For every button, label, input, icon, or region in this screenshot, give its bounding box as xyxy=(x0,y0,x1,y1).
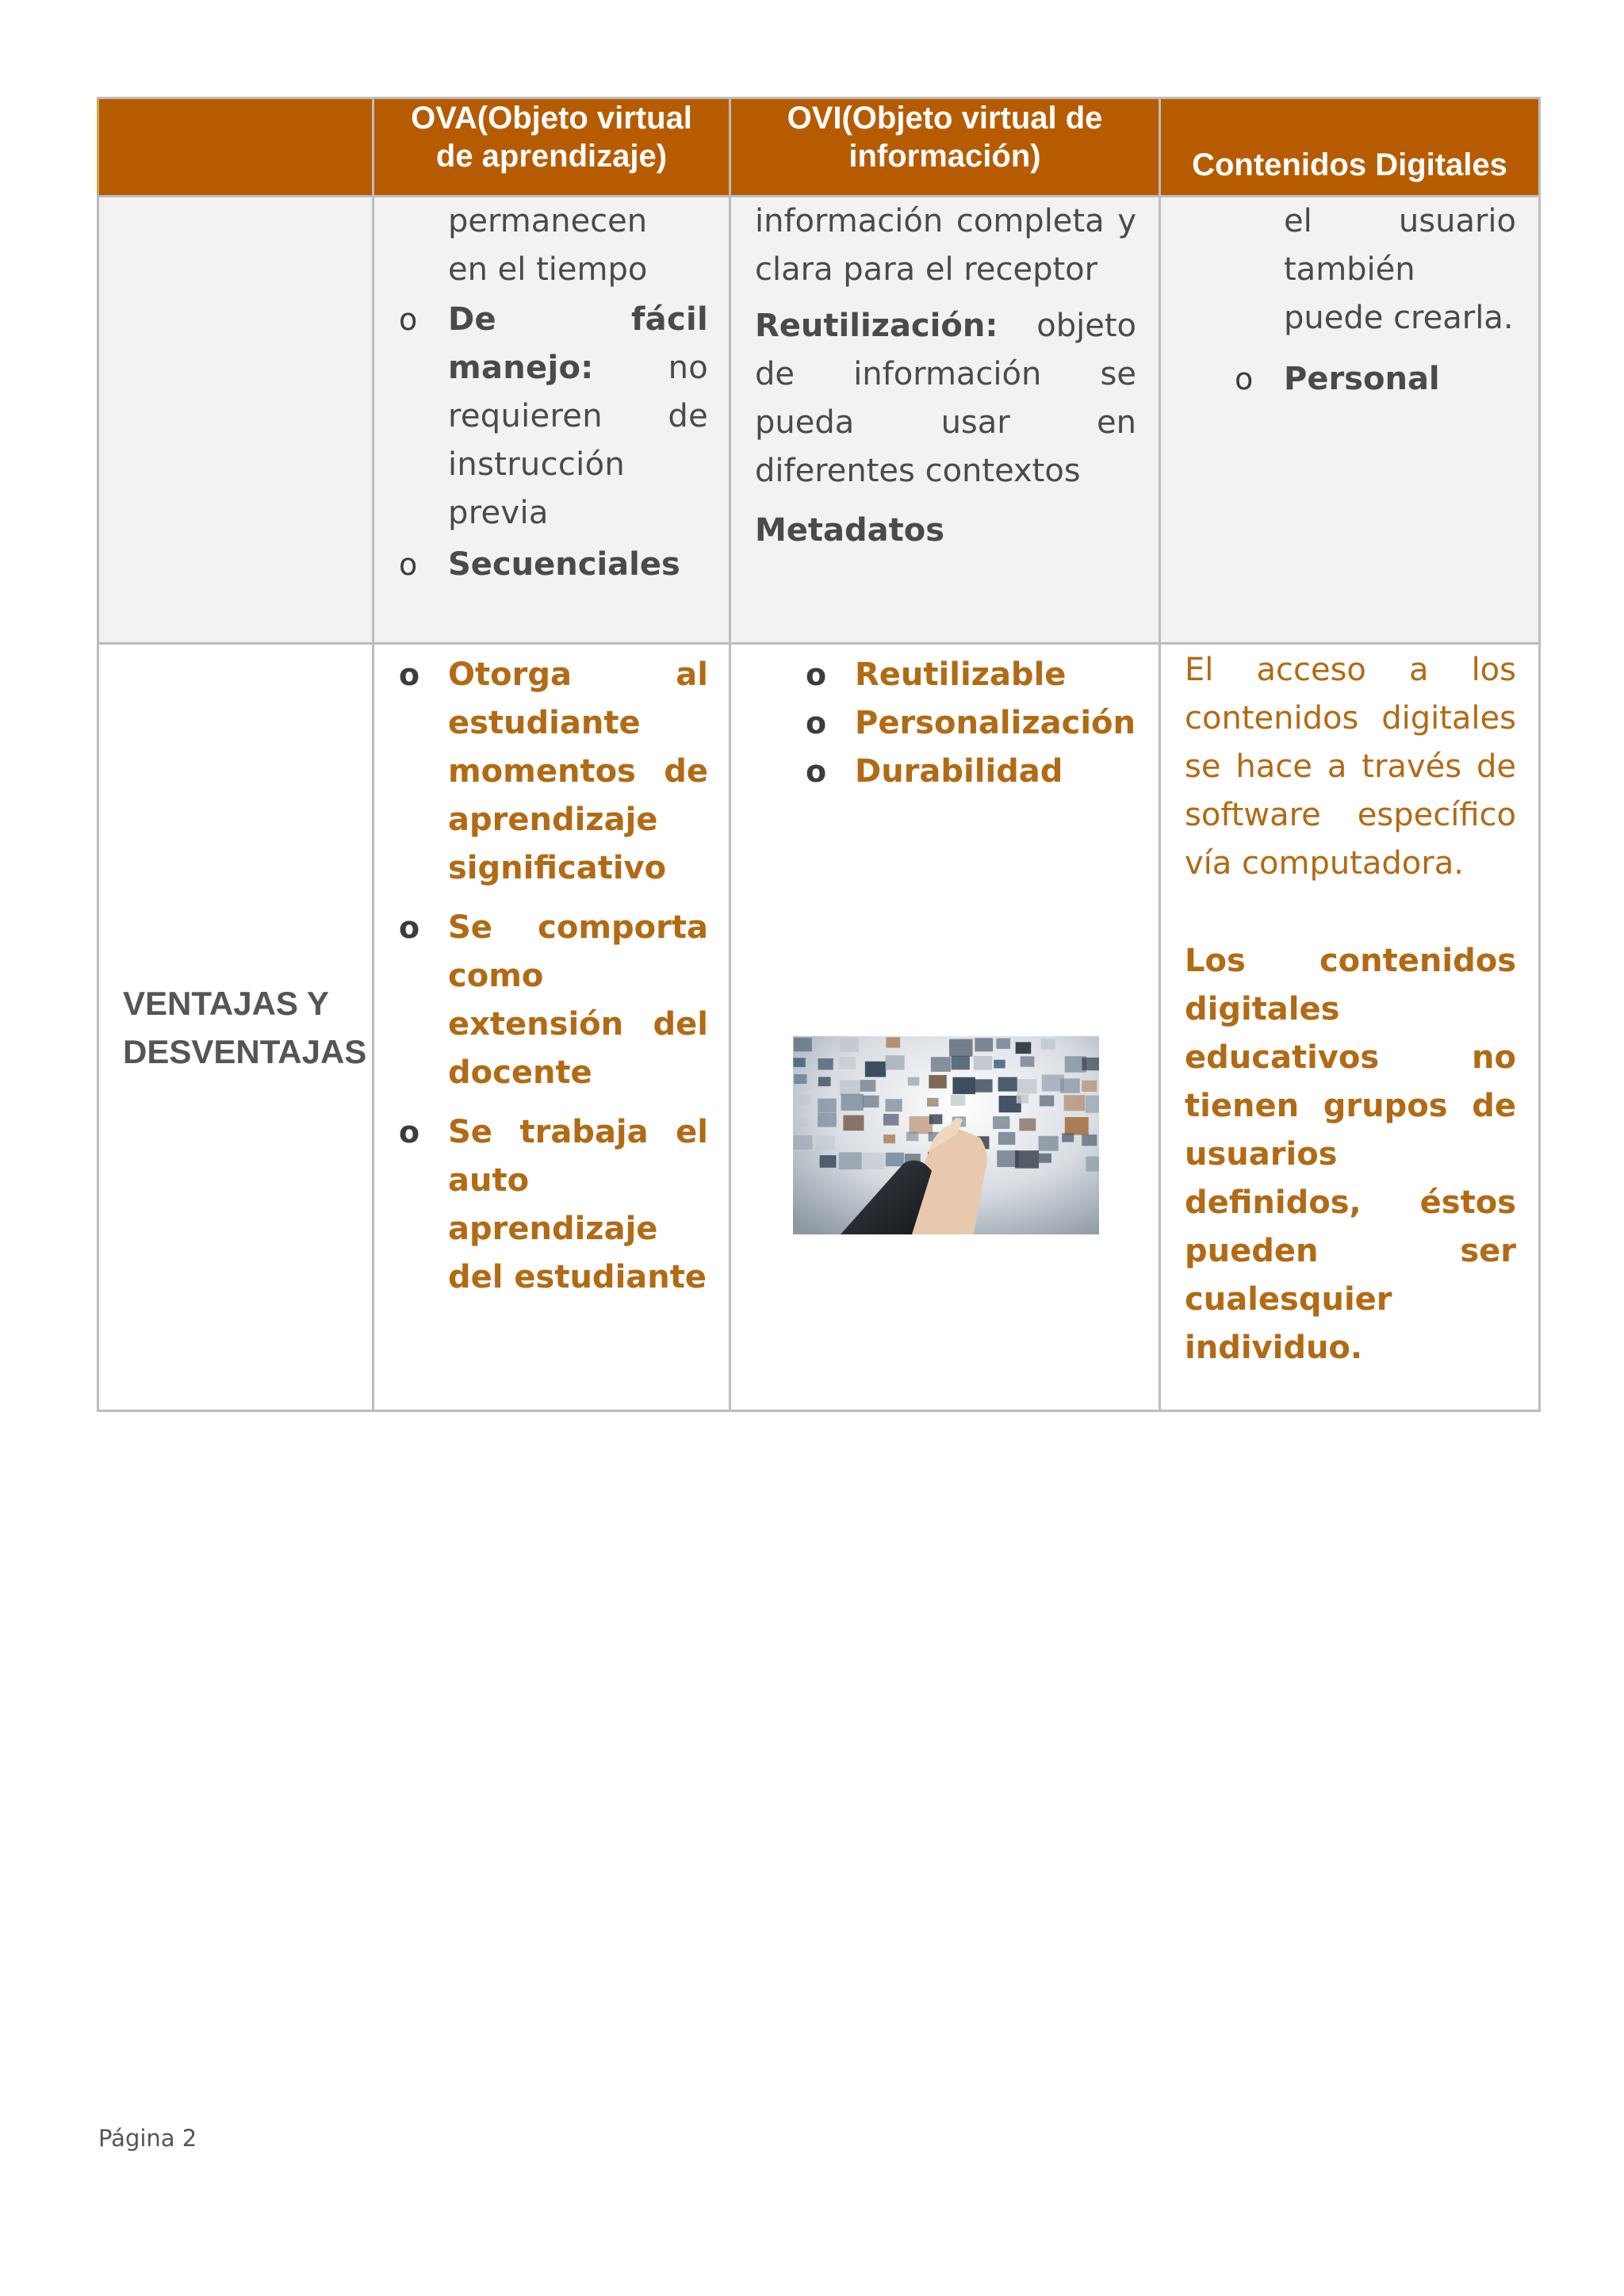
bullet-icon: o xyxy=(399,1115,420,1150)
row-label-line: VENTAJAS Y xyxy=(123,984,329,1022)
thumbnail-tile xyxy=(952,1056,970,1070)
thumbnail-tile xyxy=(794,1074,806,1084)
thumbnail-tile xyxy=(910,1116,933,1134)
header-contenidos: Contenidos Digitales xyxy=(1160,98,1540,197)
thumbnail-tile xyxy=(865,1062,886,1077)
thumbnail-tile xyxy=(840,1038,858,1052)
thumbnail-tile xyxy=(1016,1042,1032,1054)
thumbnail-tile xyxy=(794,1135,813,1150)
row2-label-cell xyxy=(98,644,373,1411)
thumbnail-tile xyxy=(883,1135,895,1143)
thumbnail-tile xyxy=(974,1056,992,1070)
cd-cont-text: el usuario también puede crearla. xyxy=(1284,203,1516,336)
media-wall-image xyxy=(793,1036,1099,1234)
ovi-reuse-paragraph: Reutilización: objeto de información se pueda usar en diferentes contextos xyxy=(755,308,1136,489)
thumbnail-tile xyxy=(975,1079,993,1092)
bullet-icon: o xyxy=(806,754,827,789)
thumbnail-tile xyxy=(1086,1096,1099,1113)
bullet-icon: o xyxy=(399,547,418,582)
row1-cd-cell xyxy=(1160,197,1540,644)
page-number-footer: Página 2 xyxy=(98,2125,197,2152)
thumbnail-tile xyxy=(1040,1096,1054,1107)
cd-access-paragraph: El acceso a los contenidos digitales se hace a través de software específico vía computadora. xyxy=(1185,652,1516,882)
thumbnail-tile xyxy=(839,1152,862,1169)
table-header-row xyxy=(98,98,1540,197)
thumbnail-tile xyxy=(886,1037,900,1047)
table-row xyxy=(98,197,1540,644)
thumbnail-tile xyxy=(797,1095,810,1105)
thumbnail-tile xyxy=(1021,1056,1035,1066)
thumbnail-tile xyxy=(931,1057,951,1072)
thumbnail-tile xyxy=(793,1058,805,1067)
header-ova: OVA(Objeto virtual de aprendizaje) xyxy=(373,98,730,197)
thumbnail-tile xyxy=(794,1038,812,1051)
thumbnail-tile xyxy=(839,1057,856,1070)
thumbnail-tile xyxy=(1017,1094,1028,1104)
thumbnail-tile xyxy=(820,1155,837,1168)
bullet-icon: o xyxy=(399,657,420,692)
row1-ovi-cell xyxy=(730,197,1160,644)
thumbnail-tile xyxy=(818,1113,837,1127)
thumbnail-tile xyxy=(908,1077,919,1086)
ova-cont-line: permanecen xyxy=(448,203,648,239)
thumbnail-tile xyxy=(1082,1058,1099,1070)
thumbnail-tile xyxy=(998,1077,1017,1092)
row2-ova-cell xyxy=(373,644,730,1411)
thumbnail-tile xyxy=(795,1118,808,1127)
thumbnail-tile xyxy=(818,1077,831,1086)
thumbnail-tile xyxy=(860,1080,876,1092)
list-item: o Se trabaja el auto aprendizaje del estudiante xyxy=(448,1108,708,1302)
ova-cont-line: en el tiempo xyxy=(448,251,648,288)
thumbnail-tile xyxy=(1041,1039,1055,1049)
thumbnail-tile xyxy=(1039,1154,1051,1163)
thumbnail-tile xyxy=(1017,1079,1036,1093)
thumbnail-tile xyxy=(929,1075,946,1089)
thumbnail-tile xyxy=(1060,1078,1080,1093)
thumbnail-tile xyxy=(906,1132,918,1142)
row2-ovi-cell xyxy=(730,644,1160,1411)
row-label-line: DESVENTAJAS xyxy=(123,1032,367,1070)
thumbnail-tile xyxy=(927,1098,939,1107)
list-item: o De fácil manejo: no requieren de instrucción previa xyxy=(448,296,708,538)
thumbnail-tile xyxy=(818,1058,833,1070)
thumbnail-tile xyxy=(862,1153,884,1169)
thumbnail-tile xyxy=(885,1055,904,1070)
list-item: o Secuenciales xyxy=(448,541,708,589)
list-item: o Se comporta como extensión del docente xyxy=(448,904,708,1097)
thumbnail-tile xyxy=(998,1132,1015,1145)
thumbnail-tile xyxy=(1082,1135,1097,1146)
thumbnail-tile xyxy=(1065,1117,1089,1135)
thumbnail-tile xyxy=(994,1060,1005,1069)
row1-label-cell xyxy=(98,197,373,644)
header-empty xyxy=(98,98,373,197)
row2-cd-cell xyxy=(1160,644,1540,1411)
bullet-icon: o xyxy=(399,302,418,337)
thumbnail-tile xyxy=(951,1095,965,1106)
thumbnail-tile xyxy=(1015,1150,1039,1168)
cd-users-paragraph: Los contenidos digitales educativos no tienen grupos de usuarios definidos, éstos pueden ser cualesquier individuo. xyxy=(1185,943,1516,1366)
thumbnail-tile xyxy=(883,1114,899,1126)
bullet-icon: o xyxy=(1235,362,1254,396)
bullet-icon: o xyxy=(806,706,827,740)
ovi-metadatos: Metadatos xyxy=(755,512,945,549)
thumbnail-tile xyxy=(1082,1081,1097,1092)
thumbnail-tile xyxy=(843,1115,864,1131)
thumbnail-tile xyxy=(975,1038,993,1051)
thumbnail-tile xyxy=(993,1116,1009,1129)
thumbnail-tile xyxy=(1039,1136,1059,1151)
thumbnail-tile xyxy=(840,1080,860,1095)
thumbnail-tile xyxy=(949,1039,973,1057)
thumbnail-tile xyxy=(929,1114,943,1123)
table-row xyxy=(98,644,1540,1411)
ovi-cont-text: información completa y clara para el receptor xyxy=(755,203,1136,288)
thumbnail-tile xyxy=(1062,1133,1074,1142)
thumbnail-tile xyxy=(816,1135,835,1150)
thumbnail-tile xyxy=(818,1099,837,1113)
bullet-icon: o xyxy=(399,910,420,945)
thumbnail-tile xyxy=(841,1094,864,1111)
bullet-icon: o xyxy=(806,657,827,692)
header-ovi: OVI(Objeto virtual de información) xyxy=(730,98,1160,197)
list-item: o Reutilizable xyxy=(855,651,1136,699)
list-item: o Personalización xyxy=(855,699,1136,748)
thumbnail-tile xyxy=(952,1077,975,1094)
thumbnail-tile xyxy=(1019,1119,1036,1131)
thumbnail-tile xyxy=(1064,1095,1086,1111)
comparison-table xyxy=(97,97,1541,1412)
thumbnail-tile xyxy=(885,1099,902,1112)
thumbnail-tile xyxy=(996,1039,1010,1049)
list-item: o Personal xyxy=(1284,355,1516,404)
thumbnail-tile xyxy=(886,1153,904,1166)
thumbnail-tile xyxy=(863,1096,879,1108)
list-item: o Otorga al estudiante momentos de aprendizaje significativo xyxy=(448,651,708,893)
list-item: o Durabilidad xyxy=(855,748,1136,796)
row1-ova-cell xyxy=(373,197,730,644)
thumbnail-tile xyxy=(1086,1157,1099,1172)
